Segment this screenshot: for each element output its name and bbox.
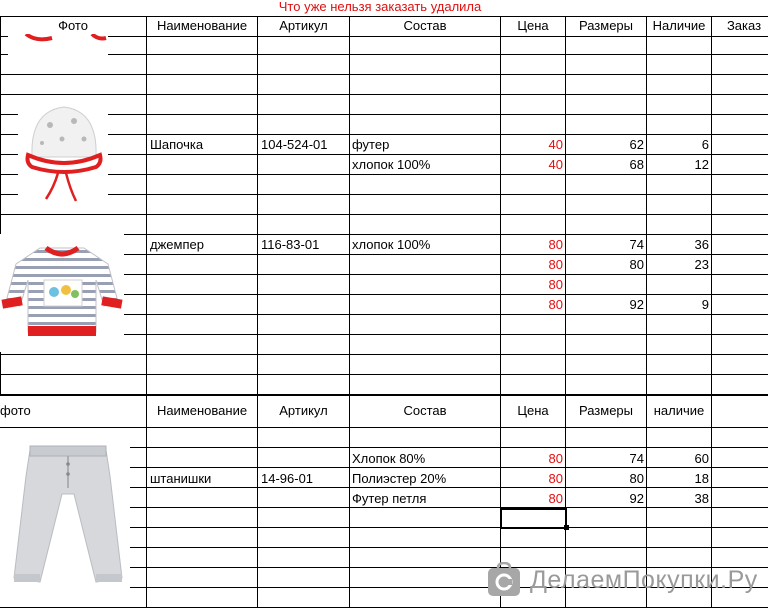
product-photo-jumper: [0, 234, 124, 352]
price-cell[interactable]: 80: [548, 451, 563, 466]
sheet-banner: Что уже нельзя заказать удалила: [278, 0, 482, 14]
header-stock[interactable]: Наличие: [652, 18, 706, 33]
grid-line-horizontal: [0, 114, 768, 115]
price-cell[interactable]: 80: [548, 491, 563, 506]
price-cell[interactable]: 40: [548, 137, 563, 152]
size-cell[interactable]: 80: [629, 257, 644, 272]
price-cell[interactable]: 40: [548, 157, 563, 172]
product-article[interactable]: 14-96-01: [261, 471, 314, 486]
size-cell[interactable]: 74: [629, 451, 644, 466]
grid-line-horizontal: [0, 395, 768, 396]
grey-pants-photo-icon: [0, 428, 130, 596]
size-cell[interactable]: 80: [629, 471, 644, 486]
stock-cell[interactable]: 6: [701, 137, 709, 152]
composition-cell[interactable]: Полиэстер 20%: [352, 471, 447, 486]
photo-top-cropped: [8, 34, 108, 56]
product-name[interactable]: джемпер: [150, 237, 204, 252]
composition-cell[interactable]: Хлопок 80%: [352, 451, 426, 466]
size-cell[interactable]: 74: [629, 237, 644, 252]
grid-line-horizontal: [0, 36, 768, 37]
grid-line-vertical: [146, 16, 147, 607]
header2-name[interactable]: Наименование: [156, 403, 248, 418]
baby-hat-photo-icon: [18, 95, 108, 210]
composition-cell[interactable]: футер: [352, 137, 390, 152]
header-price[interactable]: Цена: [517, 18, 549, 33]
grid-line-horizontal: [0, 354, 768, 355]
header-photo[interactable]: Фото: [58, 18, 88, 33]
composition-cell[interactable]: хлопок 100%: [352, 237, 431, 252]
product-article[interactable]: 104-524-01: [261, 137, 328, 152]
grid-line-horizontal: [0, 394, 768, 395]
shopping-bag-logo-icon: [486, 562, 522, 598]
stock-cell[interactable]: 12: [694, 157, 709, 172]
header2-price[interactable]: Цена: [517, 403, 549, 418]
striped-jumper-photo-icon: [0, 234, 124, 352]
header-article[interactable]: Артикул: [279, 18, 328, 33]
header-order[interactable]: Заказ: [726, 18, 762, 33]
size-cell[interactable]: 92: [629, 491, 644, 506]
header2-article[interactable]: Артикул: [279, 403, 328, 418]
stock-cell[interactable]: 36: [694, 237, 709, 252]
grid-line-vertical: [711, 16, 712, 607]
price-cell[interactable]: 80: [548, 297, 563, 312]
product-article[interactable]: 116-83-01: [261, 237, 320, 252]
header2-sizes[interactable]: Размеры: [578, 403, 634, 418]
cropped-garment-photo-icon: [8, 34, 108, 56]
price-cell[interactable]: 80: [548, 257, 563, 272]
stock-cell[interactable]: 23: [694, 257, 709, 272]
price-cell[interactable]: 80: [548, 237, 563, 252]
product-name[interactable]: Шапочка: [150, 137, 204, 152]
stock-cell[interactable]: 18: [694, 471, 709, 486]
price-cell[interactable]: 80: [548, 471, 563, 486]
grid-line-horizontal: [0, 194, 768, 195]
stock-cell[interactable]: 9: [701, 297, 709, 312]
active-cell-selection[interactable]: [500, 508, 567, 529]
grid-line-horizontal: [0, 54, 768, 55]
grid-line-horizontal: [0, 74, 768, 75]
grid-line-horizontal: [0, 374, 768, 375]
size-cell[interactable]: 92: [629, 297, 644, 312]
site-watermark: [486, 560, 758, 600]
composition-cell[interactable]: Футер петля: [352, 491, 427, 506]
product-photo-hat: [18, 95, 108, 210]
composition-cell[interactable]: хлопок 100%: [352, 157, 431, 172]
product-name[interactable]: штанишки: [150, 471, 212, 486]
size-cell[interactable]: 62: [629, 137, 644, 152]
price-cell[interactable]: 80: [548, 277, 563, 292]
header2-photo[interactable]: фото: [0, 403, 31, 418]
header-composition[interactable]: Состав: [403, 18, 447, 33]
grid-line-vertical: [257, 16, 258, 607]
stock-cell[interactable]: 38: [694, 491, 709, 506]
product-photo-pants: [0, 428, 130, 596]
stock-cell[interactable]: 60: [694, 451, 709, 466]
size-cell[interactable]: 68: [629, 157, 644, 172]
header-name[interactable]: Наименование: [156, 18, 248, 33]
header2-stock[interactable]: наличие: [653, 403, 705, 418]
grid-line-horizontal: [0, 214, 768, 215]
header2-composition[interactable]: Состав: [403, 403, 447, 418]
grid-line-vertical: [349, 16, 350, 607]
fill-handle[interactable]: [564, 525, 569, 530]
grid-line-horizontal: [0, 94, 768, 95]
watermark-text: ДелаемПокупки.Ру: [530, 565, 758, 594]
header-sizes[interactable]: Размеры: [578, 18, 634, 33]
